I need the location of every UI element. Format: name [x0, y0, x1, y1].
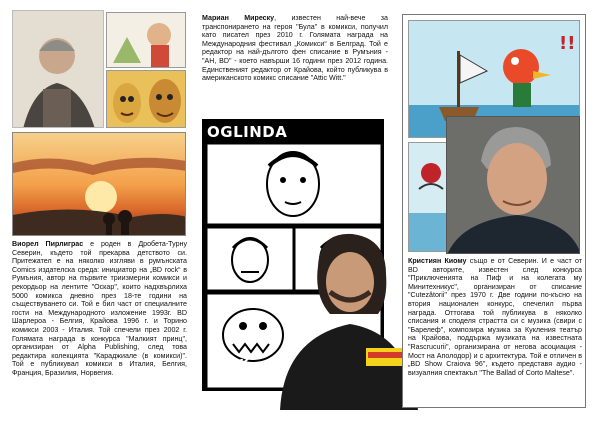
bio-text-middle — [202, 14, 388, 126]
sunset-illustration — [12, 132, 186, 236]
svg-text:!!: !! — [559, 33, 576, 54]
bio-text-left — [12, 240, 187, 420]
bio-body-left: е роден в Дробета-Турну Северин, където той прекарва детството си. Притежател е на няколко изгляви в румънската Comics издателска среда: инициатор на „BD rock“ в Румъния, автор на първите триизмерни комикси и рекордьор на лентите "Оскар", които надхвърлиха 5000 комикса дневно през 18-те години на съществуването си. Той е бил част от специалните гости на Международното изложение 1993г. BD Шарлероа - Белгия, Крайова 1996 г. и Торино комикси 2003 - Италия. Той спечели през 2002 г. Голямата награда в конкурса "Малкият принц", организиран от Alpha Publishing, след това редактира колекцията "Караджиале (в комикси)". Той е публикувал комикси в Италия, Белгия, Франция, Бразилия, Норвегия. — [12, 240, 187, 377]
comic-strip-title: OGLINDA — [207, 123, 288, 141]
bio-name-left: Виорел Пирлиграс — [12, 240, 84, 248]
portrait-photo-middle — [270, 230, 420, 410]
bio-body-right: също е от Северин. И е част от BD авторите, известен след конкурса "Приключенията на Пиф и на колегата му Минитехникус", организиран от списание "Cutezătorii" през 1970 г. Две години по-късно на втория национален конкурс, спечелил първа награда. Оттогава той публикува в няколко списания и споделя страстта си с музика (свири с "Барелеф", композира музика за Кукления театър на Крайова, поддържа музиката на известната "Rascrucurii", организирана от негова асоциация - Мост на Аполодор) и с архитектура. Той е отличен в „BD Show Craiova 96", където представя аудио - визуалния спектакъл "The Ballad of Corto Maltese". — [408, 257, 582, 377]
bio-text-right — [408, 257, 582, 407]
bio-name-middle: Мариан Миреску — [202, 14, 275, 22]
comic-panel-figure — [106, 12, 186, 68]
comic-panel-creatures — [106, 70, 186, 128]
bio-body-middle: , известен най-вече за транспонирането на героя "Була" в комикси, получил като писател през 2010 г. Голямата награда на Международния фестивал „Комикси“ в Белград. Той е редактор на най-дългото фен списание в Румъния - "АН, BD" - което навърши 16 години през 2012 година. Единственият редактор от Крайова, който публикува в американското комикс списание "Attic Witt." — [202, 14, 388, 83]
bio-name-right: Кристиян Киому — [408, 257, 467, 265]
portrait-photo-left — [12, 10, 104, 128]
comic-sound-effect: HRRK — [209, 358, 248, 373]
portrait-photo-right — [446, 116, 580, 254]
